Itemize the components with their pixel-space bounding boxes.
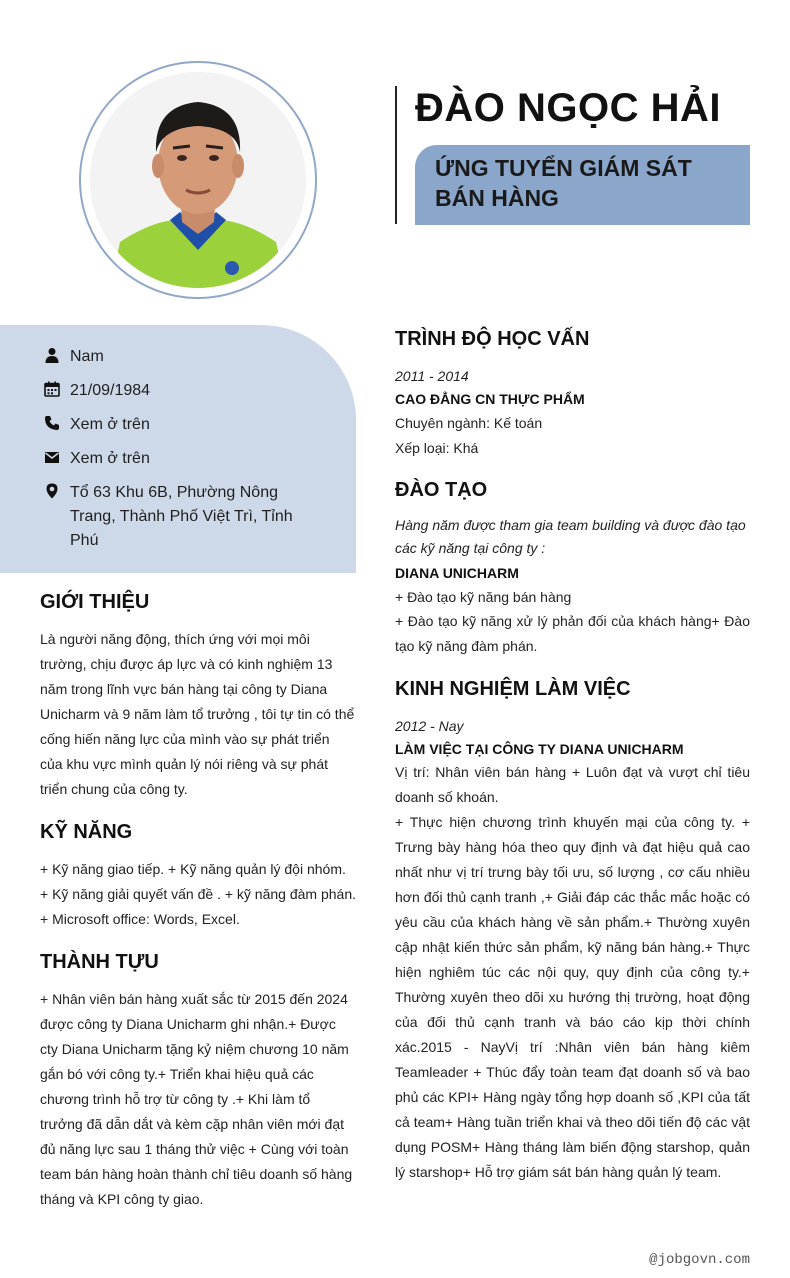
email-row <box>44 447 150 471</box>
email-value: Xem ở trên <box>70 450 150 467</box>
address-row <box>44 481 304 553</box>
achievements-title: THÀNH TỰU <box>40 951 159 973</box>
mail-icon <box>44 449 60 465</box>
candidate-name: ĐÀO NGỌC HẢI <box>415 86 721 130</box>
intro-text: Là người năng động, thích ứng với mọi môi trường, chịu được áp lực và có kinh nghiệm 13 năm trong lĩnh vực bán hàng tại công ty Diana Unicharm và 9 năm làm tổ trưởng , tôi tự tin có thể cống hiến năng lực của mình vào sự phát triển của khu vực mình quản lý nói riêng và sự phát triển chung của công ty. <box>40 631 355 797</box>
address-value: Tổ 63 Khu 6B, Phường Nông Trang, Thành Phố Việt Trì, Tỉnh Phú <box>70 484 293 549</box>
gender-row <box>44 345 104 369</box>
experience-paragraph-2: + Thực hiện chương trình khuyến mại của công ty. + Trưng bày hàng hóa theo quy định và đạt hiệu quả cao nhất như vị trí trưng bày tối ưu, số lượng , cơ cấu nhiều hơn đối thủ cạnh tranh ,+ Giải đáp các thắc mắc hoặc có yêu cầu của khách hàng về sản phẩm.+ Thường xuyên cập nhật kiến thức sản phẩm, kỹ năng bán hàng.+ Thực hiện nghiêm túc các nội quy, quy định của công ty.+ Thường xuyên theo dõi xu hướng thị trường, hoạt động của đối thủ cạnh tranh và báo cáo kịp thời chính xác.2015 - NayVị trí :Nhân viên bán hàng kiêm Teamleader + Thúc đẩy toàn team đạt doanh số và bao phủ các KPI+ Hàng ngày tổng hợp doanh số ,KPI của tất cả team+ Hàng tuần triển khai và theo dõi tiến độ các vật dụng POSM+ Hàng tháng làm biến động starshop, quản lý starshop+ Hỗ trợ giám sát bán hàng quản lý team. <box>395 814 750 1180</box>
birthday-value: 21/09/1984 <box>70 382 151 399</box>
phone-value: Xem ở trên <box>70 416 150 433</box>
training-company: DIANA UNICHARM <box>395 565 519 581</box>
person-icon <box>44 347 60 363</box>
training-item-1: + Đào tạo kỹ năng bán hàng <box>395 589 572 605</box>
avatar <box>90 72 306 288</box>
skills-title: KỸ NĂNG <box>40 821 133 843</box>
education-title: TRÌNH ĐỘ HỌC VẤN <box>395 328 590 350</box>
profile-photo <box>90 72 306 288</box>
footer-watermark: @jobgovn.com <box>649 1252 750 1268</box>
profile-photo-frame <box>79 61 317 299</box>
phone-icon <box>44 415 60 431</box>
phone-row <box>44 413 150 437</box>
gender-value: Nam <box>70 348 104 365</box>
training-title: ĐÀO TẠO <box>395 479 488 501</box>
intro-title: GIỚI THIỆU <box>40 591 150 613</box>
position-title: ỨNG TUYỂN GIÁM SÁT BÁN HÀNG <box>435 155 692 211</box>
name-divider <box>395 86 397 224</box>
experience-company: LÀM VIỆC TẠI CÔNG TY DIANA UNICHARM <box>395 741 684 757</box>
training-intro: Hàng năm được tham gia team building và được đào tạo các kỹ năng tại công ty : <box>395 517 746 556</box>
education-major: Chuyên ngành: Kế toán <box>395 415 543 431</box>
position-banner <box>415 145 750 225</box>
training-item-2: + Đào tạo kỹ năng xử lý phản đối của khách hàng+ Đào tạo kỹ năng đàm phán. <box>395 613 750 654</box>
location-pin-icon <box>44 483 60 499</box>
education-school: CAO ĐẲNG CN THỰC PHẨM <box>395 391 585 407</box>
education-grade: Xếp loại: Khá <box>395 440 479 456</box>
experience-paragraph-1: Vị trí: Nhân viên bán hàng + Luôn đạt và vượt chỉ tiêu doanh số khoán. <box>395 764 750 805</box>
education-period: 2011 - 2014 <box>395 368 469 384</box>
skills-text: + Kỹ năng giao tiếp. + Kỹ năng quản lý đội nhóm. + Kỹ năng giải quyết vấn đề . + kỹ năng đàm phán. + Microsoft office: Words, Excel. <box>40 861 356 927</box>
experience-period: 2012 - Nay <box>395 718 464 734</box>
achievements-text: + Nhân viên bán hàng xuất sắc từ 2015 đến 2024 được công ty Diana Unicharm ghi nhận.+ Được cty Diana Unicharm tặng kỷ niệm chương 10 năm gắn bó với công ty.+ Triển khai hiệu quả các chương trình hỗ trợ từ công ty .+ Khi làm tổ trưởng đã dẫn dắt và kèm cặp nhân viên mới đạt đủ năng lực sau 1 tháng thử việc + Cùng với toàn team bán hàng hoàn thành chỉ tiêu doanh số hàng tháng và KPI công ty giao. <box>40 991 353 1207</box>
birthday-row <box>44 379 150 403</box>
experience-title: KINH NGHIỆM LÀM VIỆC <box>395 678 631 700</box>
calendar-icon <box>44 381 60 397</box>
